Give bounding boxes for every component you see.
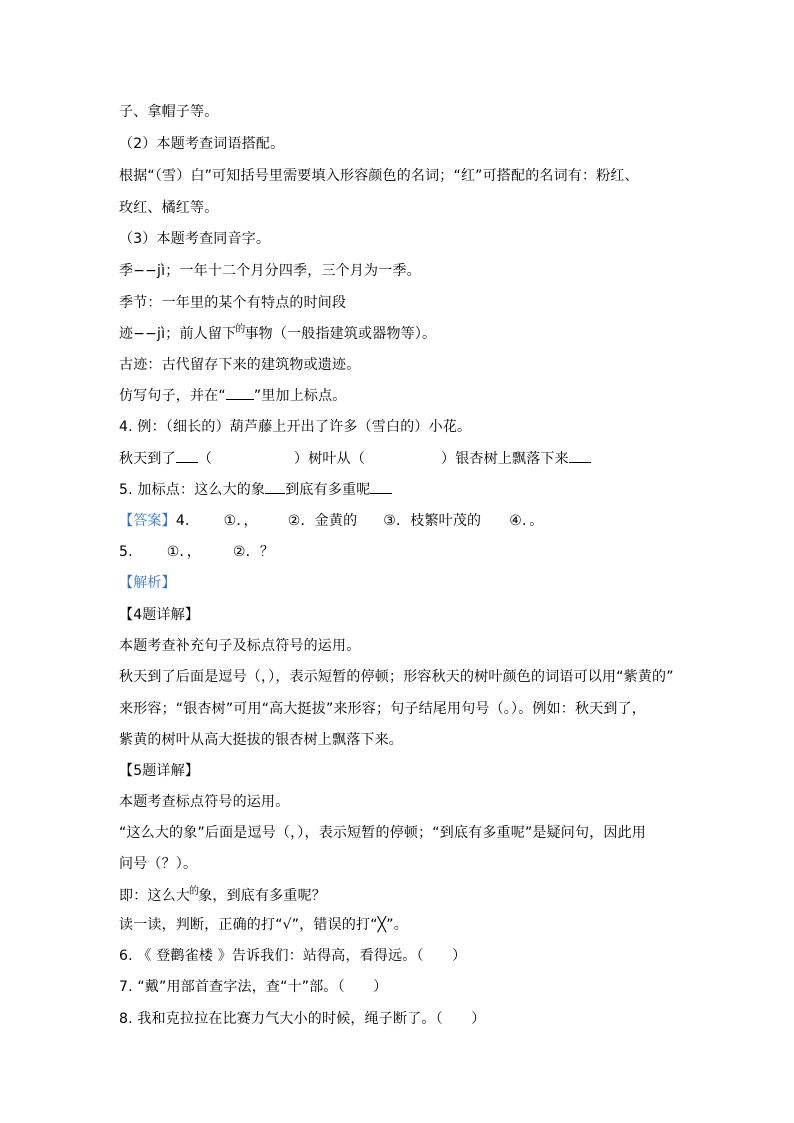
text-line: “这么大的象”后面是逗号（，），表示短暂的停顿；“到底有多重呢”是疑问句，因此用 bbox=[119, 825, 647, 841]
text-fragment: 迹−−jì；前人留下 bbox=[119, 326, 237, 342]
question-line: 6. 《 登鹳雀楼 》告诉我们：站得高，看得远。（ ） bbox=[119, 948, 467, 964]
text-line: 秋天到了后面是逗号（，），表示短暂的停顿；形容秋天的树叶颜色的词语可以用“紫黄的” bbox=[119, 669, 674, 685]
text-fragment: 4. bbox=[175, 513, 190, 529]
text-fragment: 5. bbox=[119, 544, 133, 560]
answer-line bbox=[119, 542, 274, 562]
section-heading: （3）本题考查同音字。 bbox=[119, 231, 271, 247]
blank-line bbox=[226, 399, 254, 400]
text-line: 根据“（雪）白”可知括号里需要填入形容颜色的名词；“红”可搭配的名词有：粉红、 bbox=[119, 168, 639, 184]
question-line: 4. 例：（细长的）葫芦藤上开出了许多（雪白的）小花。 bbox=[119, 419, 472, 435]
text-fragment: 5. 加标点：这么大的象 bbox=[119, 482, 266, 498]
section-heading: 【5题详解】 bbox=[119, 763, 200, 779]
text-line: 来形容；“银杏树”可用“高大挺拔”来形容；句子结尾用句号（。）。例如：秋天到了， bbox=[119, 701, 647, 717]
text-line: 季节：一年里的某个有特点的时间段 bbox=[119, 295, 347, 311]
answer-item: ①．， bbox=[223, 513, 258, 529]
answer-tag: 【答案】 bbox=[119, 513, 176, 529]
answer-item: ①．， bbox=[166, 544, 201, 560]
question-line: 8. 我和克拉拉在比赛力气大小的时候，绳子断了。（ ） bbox=[119, 1011, 486, 1027]
answer-item: ②．金黄的 bbox=[287, 513, 358, 529]
analysis-tag: 【解析】 bbox=[119, 575, 176, 591]
answer-line bbox=[119, 511, 543, 531]
instruction-line: 读一读，判断，正确的打“√”，错误的打“╳”。 bbox=[119, 917, 408, 933]
text-fragment: 象，到底有多重呢？ bbox=[198, 888, 327, 904]
text-line: 玫红、橘红等。 bbox=[119, 200, 219, 216]
text-fragment: 事物（一般指建筑或器物等）。 bbox=[244, 326, 437, 342]
answer-item: ③．枝繁叶茂的 bbox=[383, 513, 482, 529]
question-line: 7. “戴”用部首查字法，查“十”部。（ ） bbox=[119, 979, 388, 995]
text-fragment: ）树叶从（ bbox=[294, 451, 366, 467]
question-line bbox=[119, 449, 591, 469]
instruction-line bbox=[119, 386, 347, 406]
blank-line bbox=[176, 462, 198, 463]
text-line: 问号（？）。 bbox=[119, 856, 198, 872]
superscript-char: 的 bbox=[235, 324, 246, 335]
text-fragment: 仿写句子，并在“ bbox=[119, 388, 226, 404]
text-fragment: 到底有多重呢 bbox=[285, 482, 371, 498]
blank-line bbox=[265, 493, 285, 494]
text-fragment: 秋天到了 bbox=[119, 451, 176, 467]
question-line bbox=[119, 480, 392, 500]
text-line bbox=[119, 886, 326, 908]
text-line: 本题考查标点符号的运用。 bbox=[119, 794, 290, 810]
answer-item: ②．？ bbox=[232, 544, 275, 560]
text-fragment: 即：这么大 bbox=[119, 888, 190, 904]
section-heading: 【4题详解】 bbox=[119, 607, 200, 623]
text-line bbox=[119, 324, 436, 346]
text-line: 本题考查补充句子及标点符号的运用。 bbox=[119, 638, 361, 654]
superscript-char: 的 bbox=[189, 886, 200, 897]
text-line: 古迹：古代留存下来的建筑物或遗迹。 bbox=[119, 357, 361, 373]
text-fragment: ）银杏树上飘落下来 bbox=[441, 451, 569, 467]
text-line: 子、拿帽子等。 bbox=[119, 104, 219, 120]
answer-item: ④．。 bbox=[509, 513, 544, 529]
text-fragment: ”里加上标点。 bbox=[253, 388, 347, 404]
section-heading: （2）本题考查词语搭配。 bbox=[119, 136, 285, 152]
blank-line bbox=[569, 462, 591, 463]
text-fragment: （ bbox=[197, 451, 213, 467]
blank-line bbox=[370, 493, 392, 494]
text-line: 紫黄的树叶从高大挺拔的银杏树上飘落下来。 bbox=[119, 732, 403, 748]
text-line: 季−−jì；一年十二个月分四季，三个月为一季。 bbox=[119, 263, 421, 279]
